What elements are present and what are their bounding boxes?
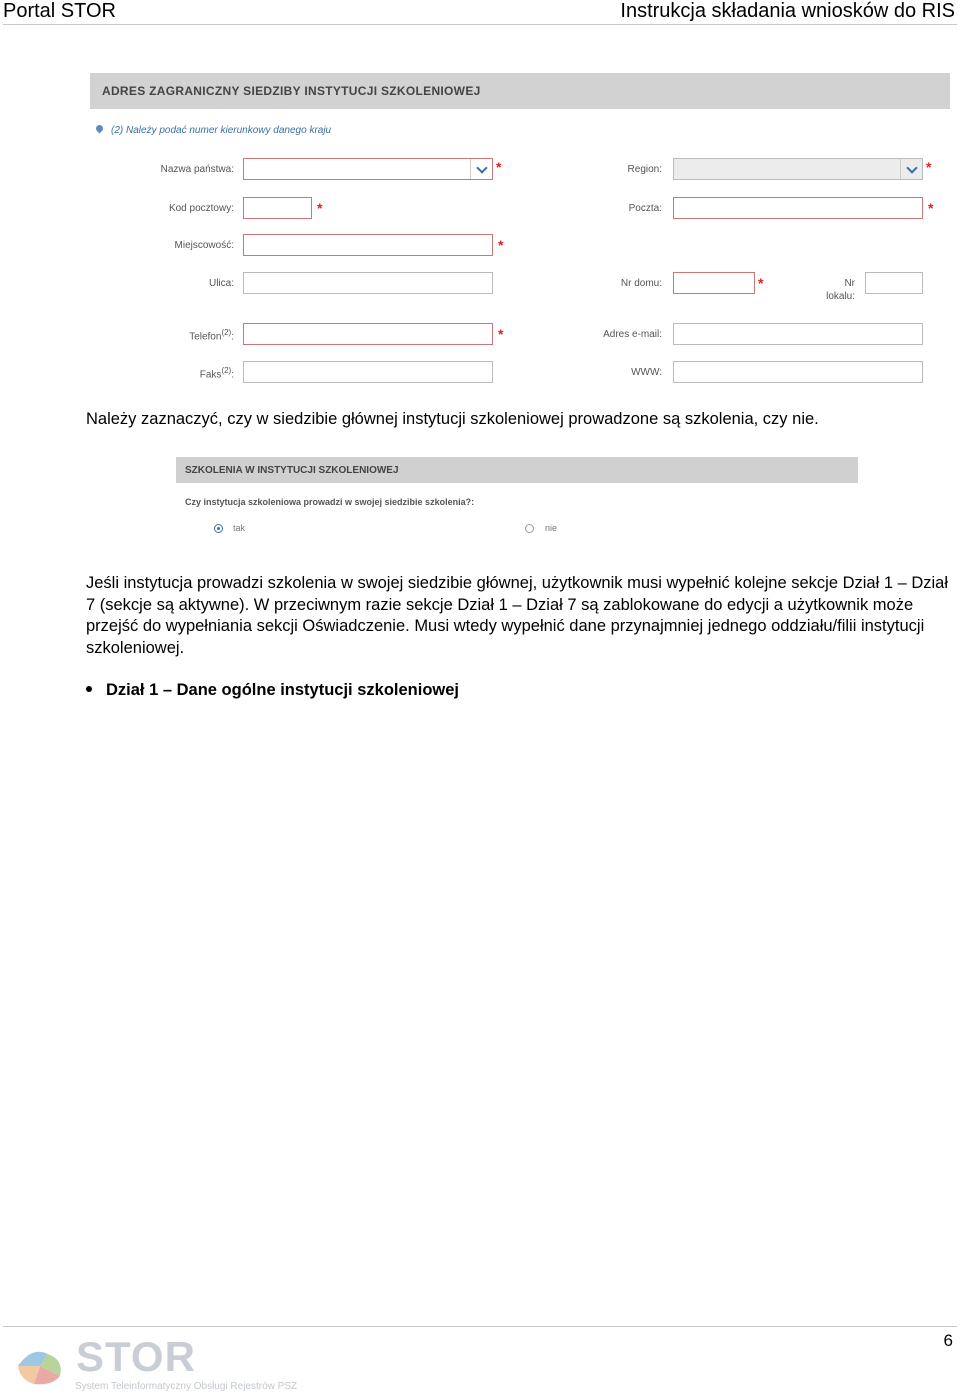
training-panel-title: SZKOLENIA W INSTYTUCJI SZKOLENIOWEJ	[185, 465, 399, 476]
apartment-number-label-line1: Nr	[844, 278, 855, 289]
phone-label-sup: (2)	[221, 328, 232, 337]
hint-text	[96, 125, 331, 136]
postal-code-label: Kod pocztowy:	[168, 203, 234, 214]
panel-header	[90, 73, 950, 109]
foreign-address-panel	[90, 73, 950, 391]
location-pin-icon	[95, 124, 105, 134]
post-office-label: Poczta:	[628, 203, 662, 214]
page-number: 6	[943, 1331, 953, 1350]
phone-label: Telefon$^{(2)}$:	[189, 328, 234, 343]
www-label: WWW:	[631, 367, 662, 378]
fax-label: Faks$^{(2)}$:	[199, 366, 234, 381]
footer-logo-subtitle: System Teleinformatyczny Obsługi Rejestrów PSZ	[75, 1381, 298, 1392]
bullet-dot	[86, 686, 92, 692]
street-input[interactable]	[243, 272, 493, 294]
radio-no[interactable]	[525, 524, 534, 533]
panel-title: ADRES ZAGRANICZNY SIEDZIBY INSTYTUCJI SZKOLENIOWEJ	[102, 84, 481, 98]
fax-input[interactable]	[243, 361, 493, 383]
stor-logo-icon	[14, 1340, 70, 1388]
training-panel-header	[176, 457, 858, 483]
required-mark: *	[317, 200, 323, 216]
country-select[interactable]	[243, 158, 493, 180]
apartment-number-input[interactable]	[865, 272, 923, 294]
header-left-title: Portal STOR	[3, 0, 116, 22]
bullet-text: Dział 1 – Dane ogólne instytucji szkoleniowej	[106, 681, 460, 699]
fax-label-sup: (2)	[221, 366, 232, 375]
training-panel	[176, 457, 858, 545]
required-mark: *	[758, 275, 764, 291]
header-divider	[3, 24, 957, 25]
house-number-input[interactable]	[673, 272, 755, 294]
email-input[interactable]	[673, 323, 923, 345]
section-bullet	[86, 681, 459, 700]
region-label: Region:	[627, 164, 662, 175]
apartment-number-label	[810, 278, 855, 302]
paragraph-1: Należy zaznaczyć, czy w siedzibie głównej instytucji szkoleniowej prowadzone są szkolenia, czy nie.	[86, 410, 819, 428]
chevron-down-icon[interactable]	[900, 159, 922, 179]
country-label: Nazwa państwa:	[160, 164, 234, 175]
radio-yes-label: tak	[233, 523, 246, 533]
phone-label-text: Telefon	[189, 331, 222, 343]
required-mark: *	[926, 159, 932, 175]
required-mark: *	[928, 200, 934, 216]
header-right-title: Instrukcja składania wniosków do RIS	[620, 0, 955, 22]
chevron-down-icon[interactable]	[470, 159, 492, 179]
fax-label-text: Faks	[199, 369, 222, 381]
phone-input[interactable]	[243, 323, 493, 345]
footer-divider	[3, 1326, 957, 1327]
apartment-number-label-line2: lokalu:	[826, 291, 855, 302]
house-number-label: Nr domu:	[620, 278, 662, 289]
required-mark: *	[496, 159, 502, 175]
city-input[interactable]	[243, 234, 493, 256]
city-label: Miejscowość:	[174, 240, 234, 251]
postal-code-input[interactable]	[243, 197, 312, 219]
post-office-input[interactable]	[673, 197, 923, 219]
hint-label: (2) Należy podać numer kierunkowy danego kraju	[111, 125, 332, 136]
required-mark: *	[498, 237, 504, 253]
region-select[interactable]	[673, 158, 923, 180]
paragraph-2: Jeśli instytucja prowadzi szkolenia w swojej siedzibie głównej, użytkownik musi wypełnić kolejne sekcje Dział 1 – Dział 7 (sekcje są aktywne). W przeciwnym razie sekcje Dział 1 – Dział 7 są zablokowane do edycji a użytkownik może przejść do wypełniania sekcji Oświadczenie. Musi wtedy wypełnić dane przynajmniej jednego oddziału/filii instytucji szkoleniowej.	[86, 574, 949, 657]
footer-logo-text: STOR	[76, 1333, 196, 1380]
radio-no-label: nie	[545, 523, 558, 533]
email-label: Adres e-mail:	[603, 329, 662, 340]
training-question: Czy instytucja szkoleniowa prowadzi w swojej siedzibie szkolenia?:	[185, 497, 475, 507]
street-label: Ulica:	[208, 278, 234, 289]
radio-yes[interactable]	[214, 524, 223, 533]
required-mark: *	[498, 326, 504, 342]
www-input[interactable]	[673, 361, 923, 383]
